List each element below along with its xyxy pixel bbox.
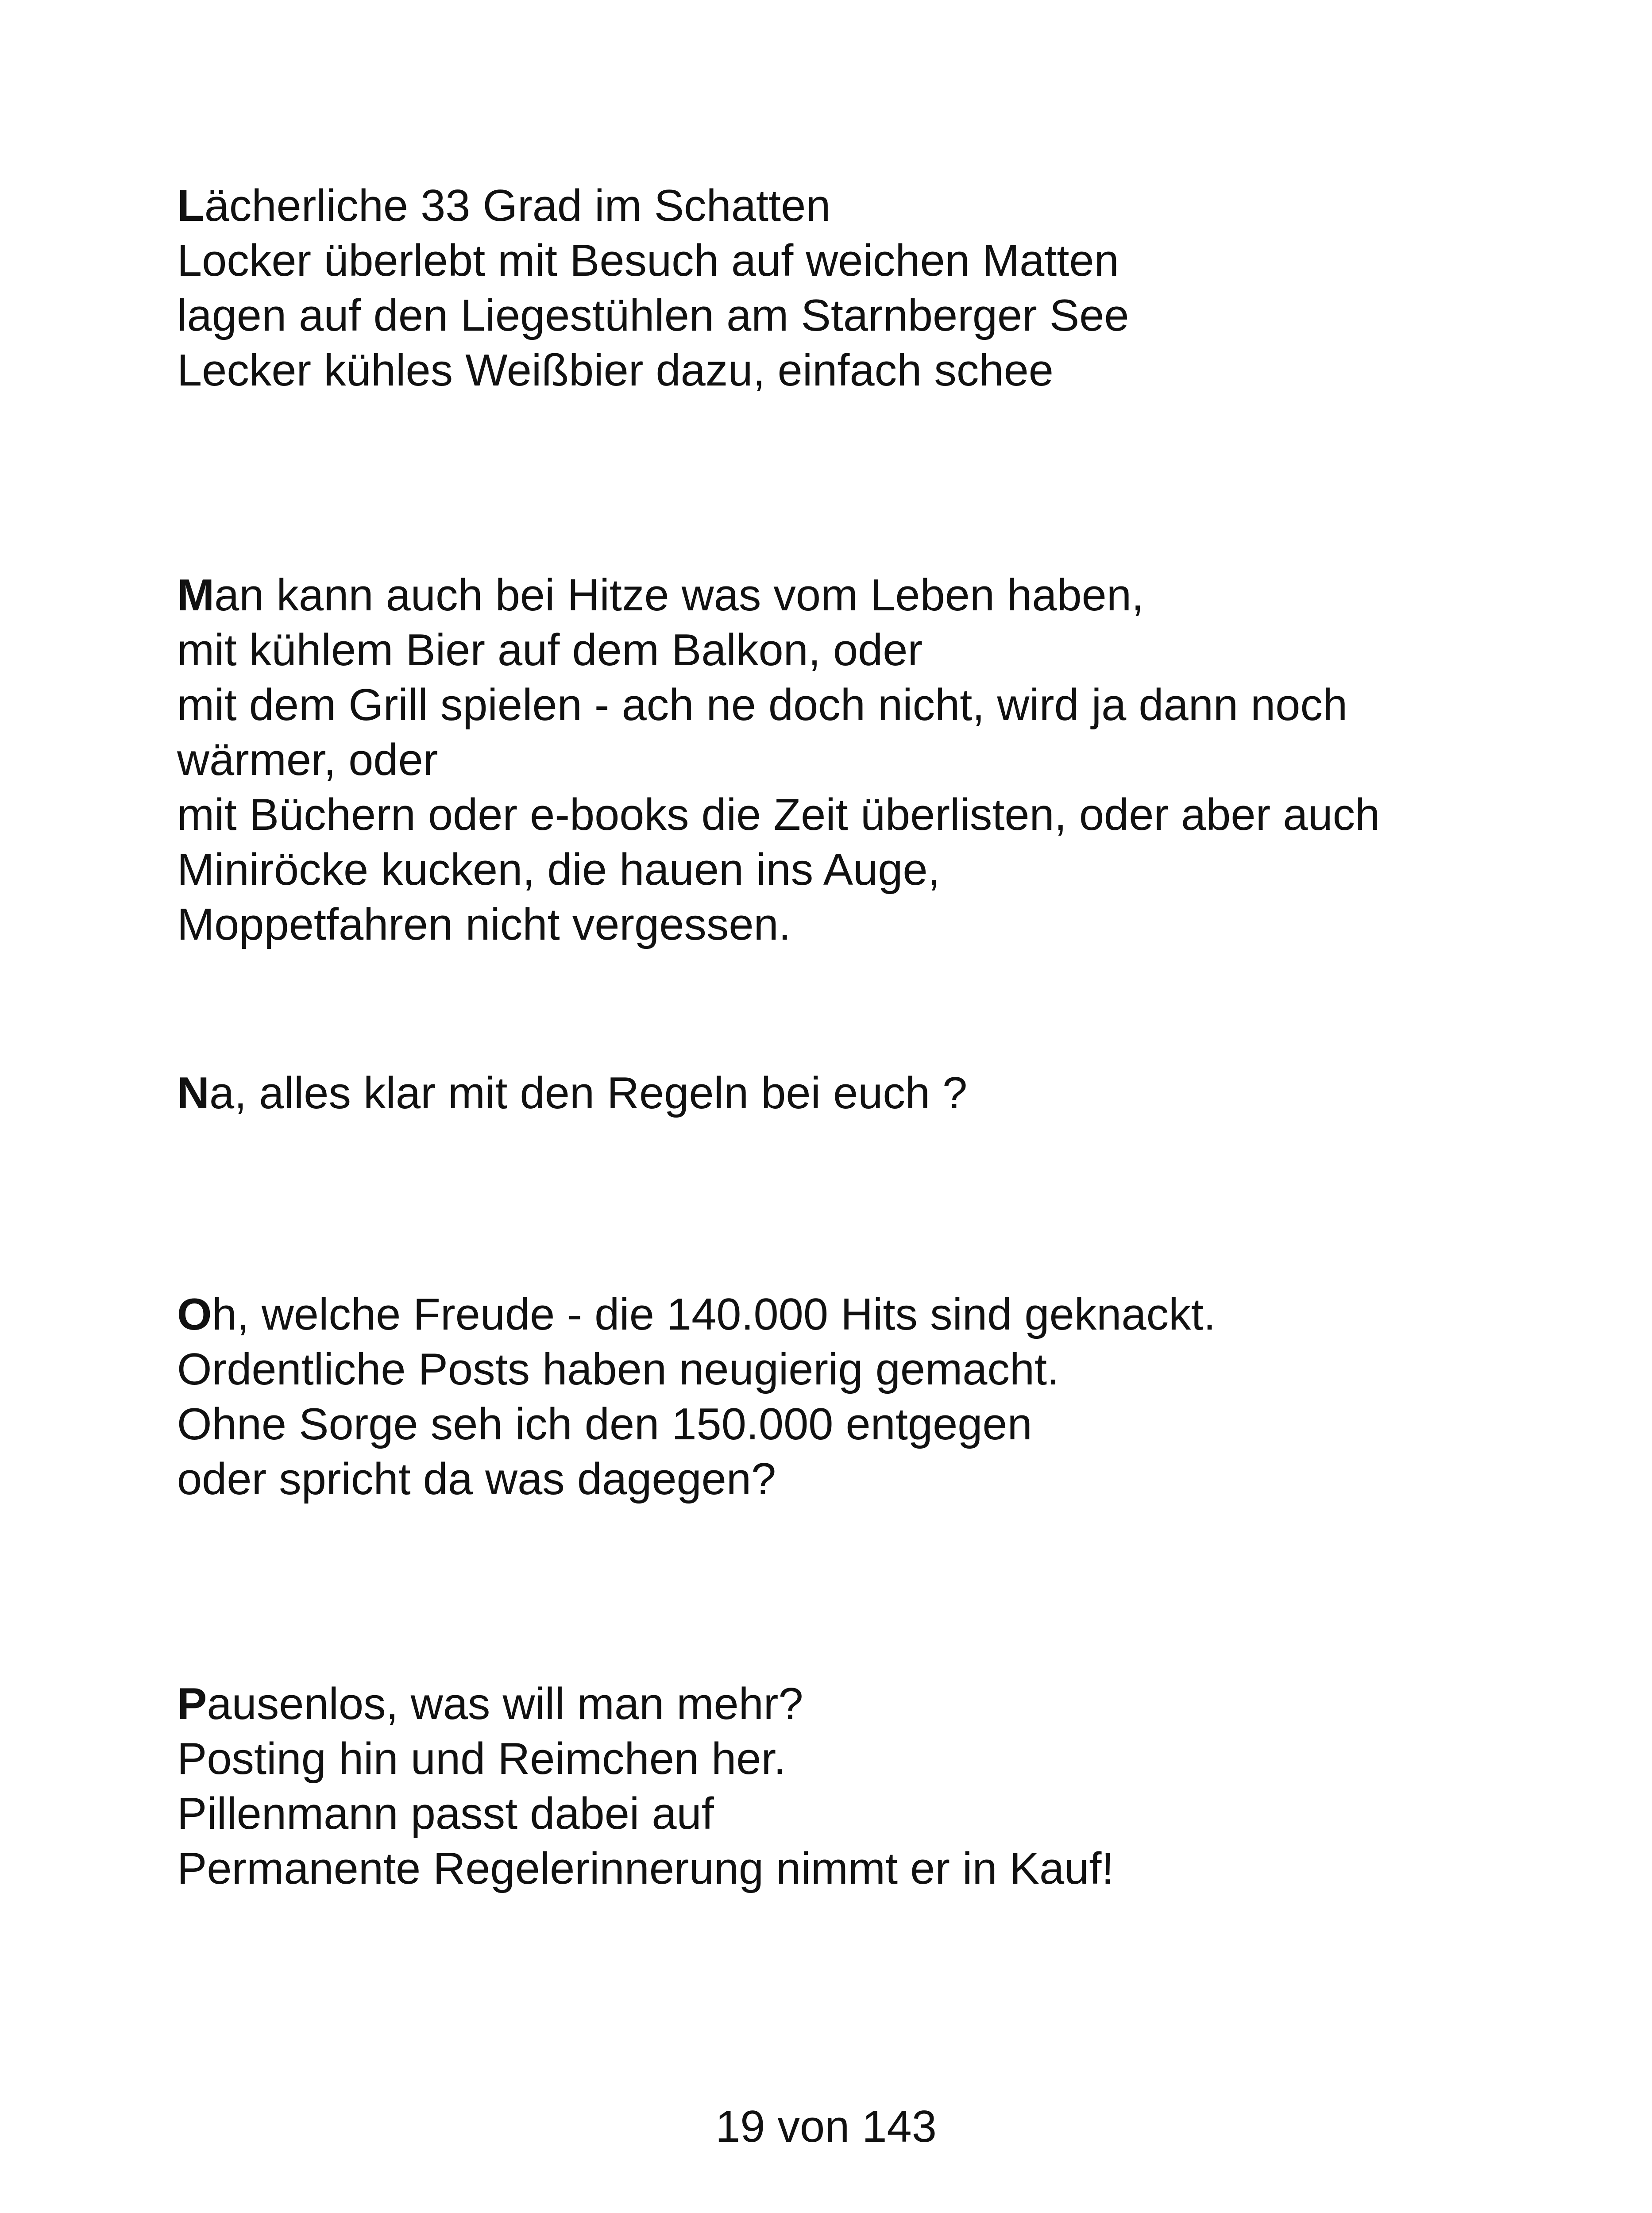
stanza-line: wärmer, oder bbox=[177, 735, 438, 785]
stanza-first-line bbox=[177, 1287, 1505, 1342]
stanza-first-line bbox=[177, 178, 1505, 233]
stanza-line: lagen auf den Liegestühlen am Starnberger See bbox=[177, 291, 1129, 340]
stanza-first-line bbox=[177, 1066, 1505, 1121]
stanza-line: Lecker kühles Weißbier dazu, einfach schee bbox=[177, 346, 1054, 395]
stanza-line: mit dem Grill spielen - ach ne doch nicht, wird ja dann noch bbox=[177, 680, 1348, 730]
stanza-m bbox=[177, 568, 1505, 952]
first-line-text: an kann auch bei Hitze was vom Leben haben, bbox=[214, 571, 1144, 620]
stanza-line: mit kühlem Bier auf dem Balkon, oder bbox=[177, 625, 923, 675]
stanza-line: Ordentliche Posts haben neugierig gemacht. bbox=[177, 1345, 1060, 1394]
stanza-line: Permanente Regelerinnerung nimmt er in Kauf! bbox=[177, 1844, 1114, 1893]
stanza-initial: M bbox=[177, 571, 215, 620]
first-line-text: ächerliche 33 Grad im Schatten bbox=[204, 181, 831, 231]
stanza-line: Miniröcke kucken, die hauen ins Auge, bbox=[177, 845, 940, 894]
stanza-line: Pillenmann passt dabei auf bbox=[177, 1789, 714, 1839]
stanza-line: Moppetfahren nicht vergessen. bbox=[177, 900, 791, 949]
first-line-text: a, alles klar mit den Regeln bei euch ? bbox=[209, 1068, 968, 1118]
stanza-initial: L bbox=[177, 181, 205, 231]
stanza-first-line bbox=[177, 1677, 1505, 1731]
stanza-l bbox=[177, 178, 1505, 398]
stanza-line: Locker überlebt mit Besuch auf weichen Matten bbox=[177, 236, 1119, 285]
stanza-line: Posting hin und Reimchen her. bbox=[177, 1734, 786, 1784]
stanza-initial: O bbox=[177, 1290, 212, 1339]
page-number: 19 von 143 bbox=[715, 2102, 937, 2151]
stanza-initial: P bbox=[177, 1679, 207, 1729]
stanza-first-line bbox=[177, 568, 1505, 623]
stanza-n bbox=[177, 1066, 1505, 1121]
stanza-line: Ohne Sorge seh ich den 150.000 entgegen bbox=[177, 1400, 1032, 1449]
stanza-o bbox=[177, 1287, 1505, 1507]
stanza-initial: N bbox=[177, 1068, 209, 1118]
stanza-line: oder spricht da was dagegen? bbox=[177, 1454, 776, 1504]
stanza-line: mit Büchern oder e-books die Zeit überlisten, oder aber auch bbox=[177, 790, 1380, 840]
stanza-p bbox=[177, 1677, 1505, 1896]
first-line-text: h, welche Freude - die 140.000 Hits sind geknackt. bbox=[212, 1290, 1216, 1339]
first-line-text: ausenlos, was will man mehr? bbox=[207, 1679, 803, 1729]
